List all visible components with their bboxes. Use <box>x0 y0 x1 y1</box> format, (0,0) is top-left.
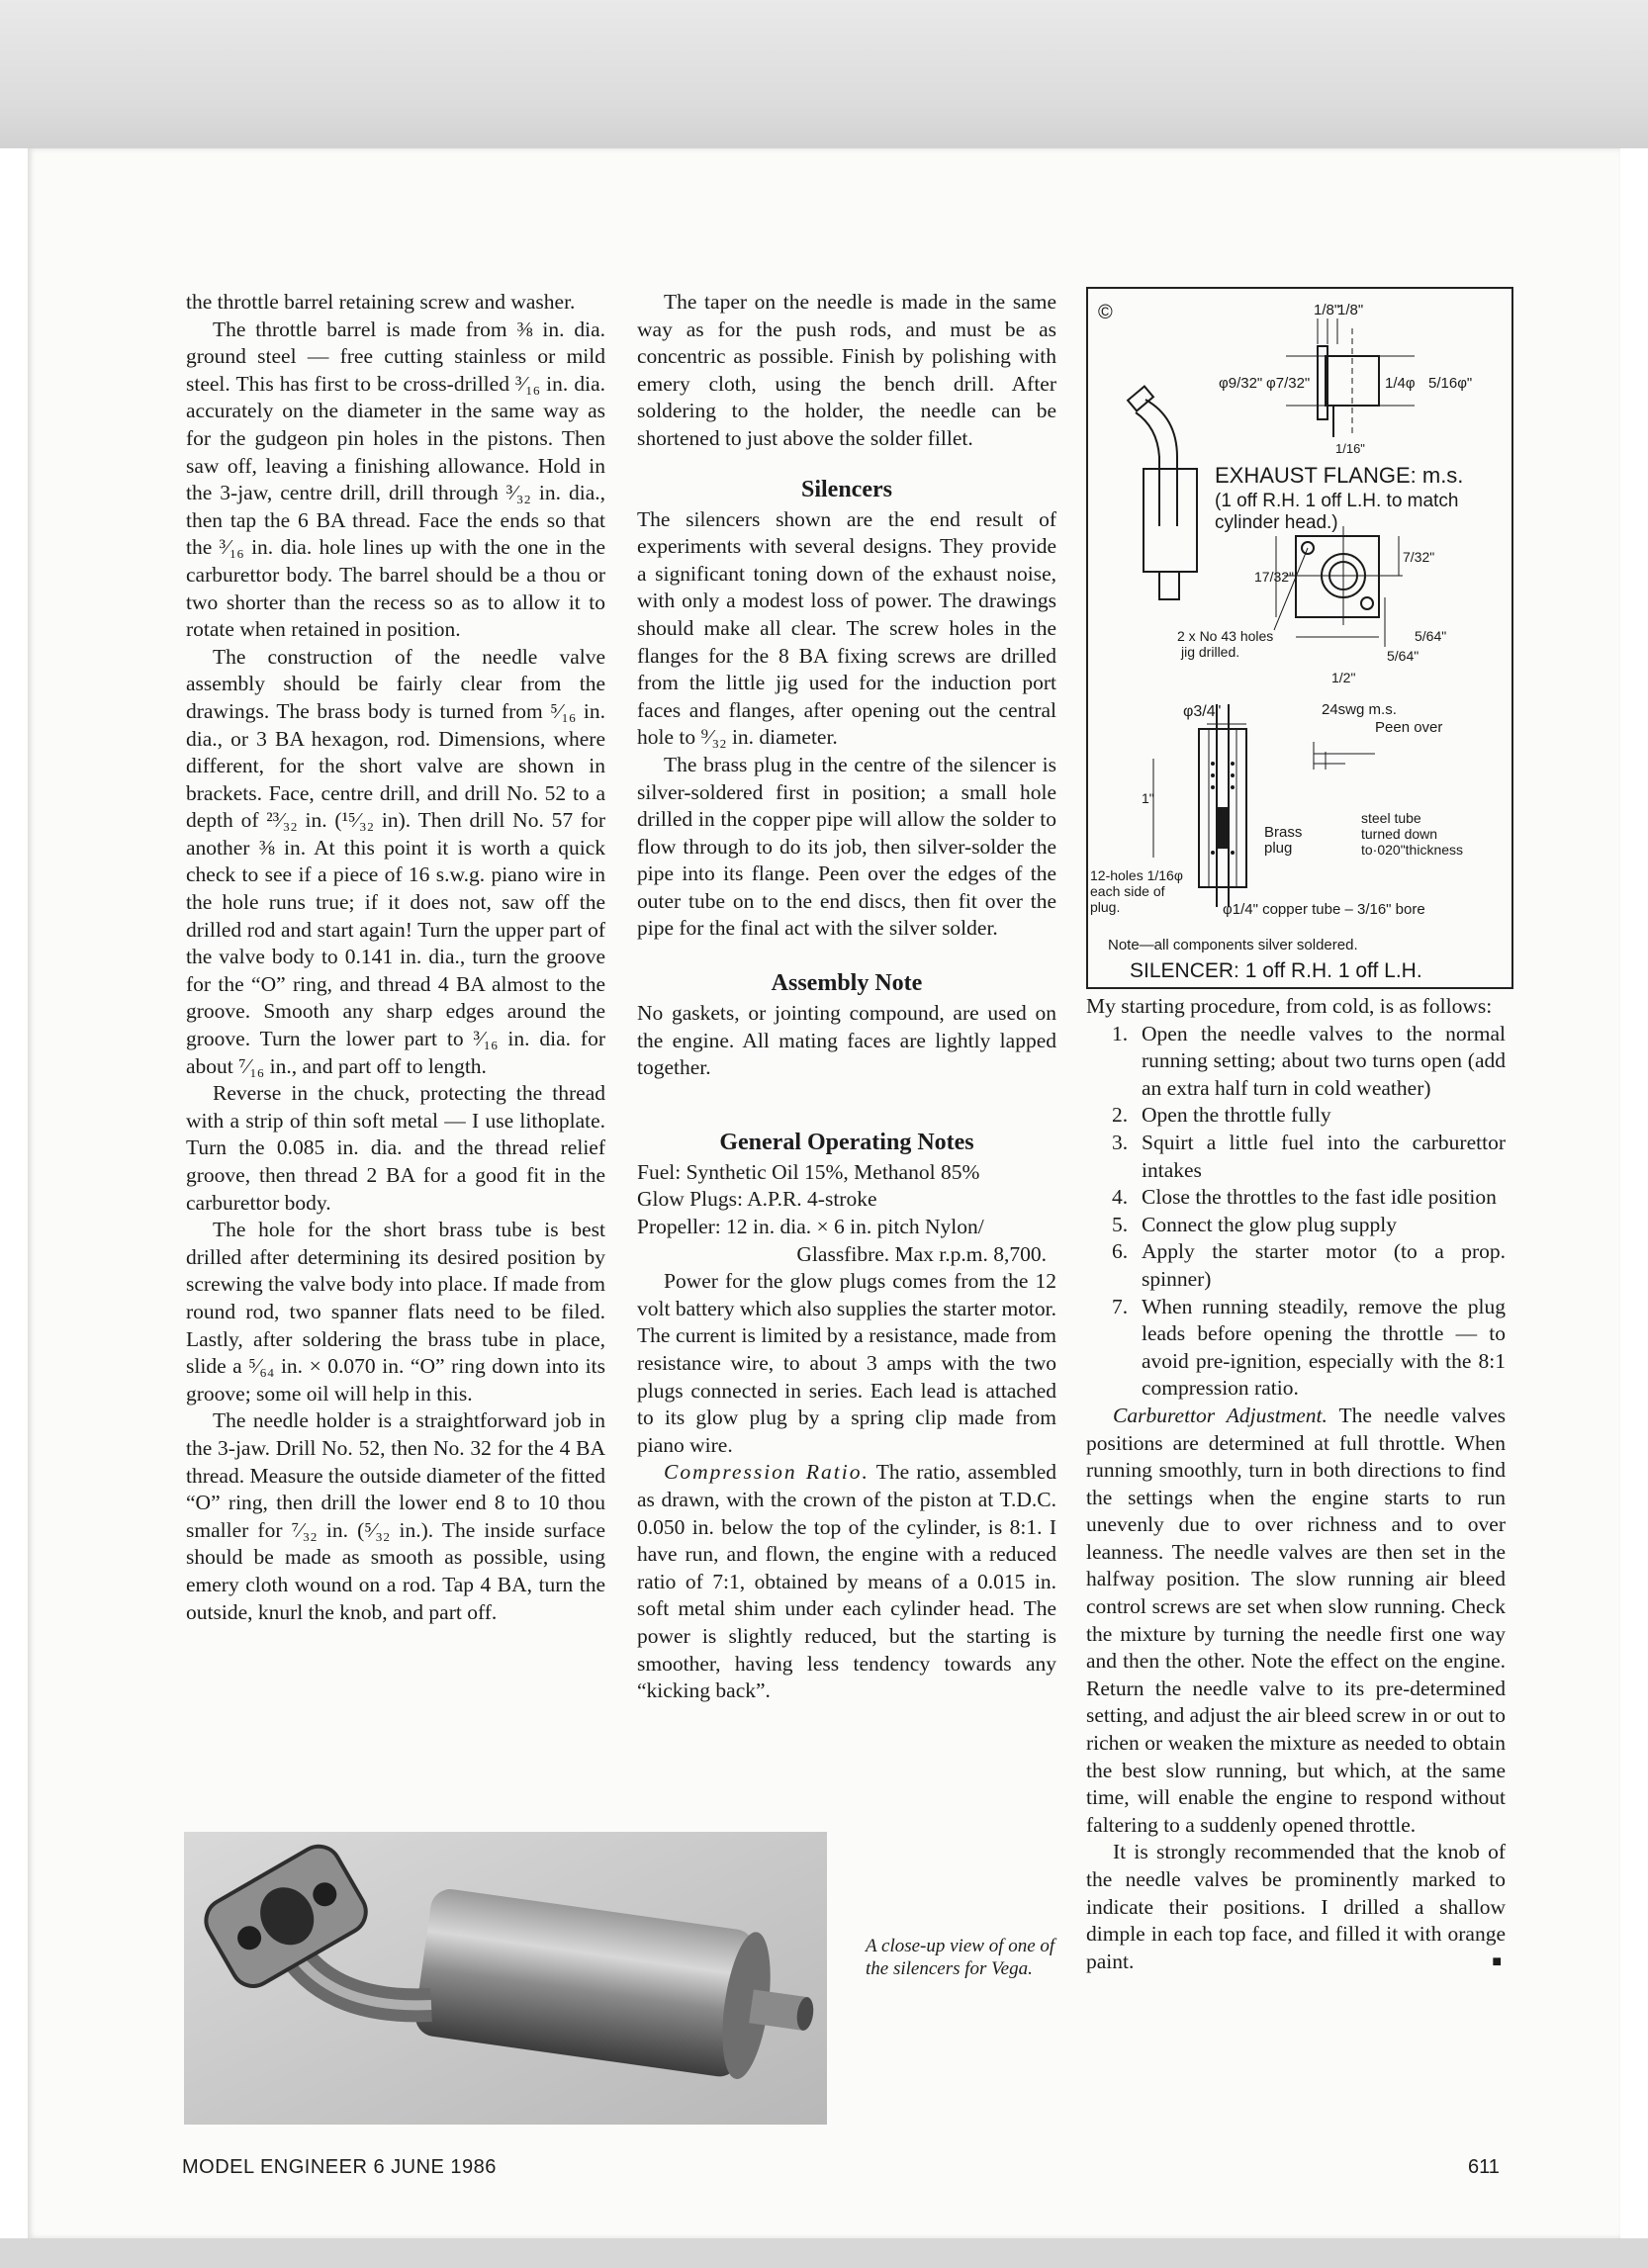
brass-plug-label: Brass <box>1264 824 1303 841</box>
brass-plug-label: plug <box>1264 840 1293 857</box>
paragraph: The hole for the short brass tube is best drilled after determining its desired position by screwing the valve body into place. If made from round rod, two spanner flats need to be filed. Lastly, after soldering the brass tube in place, slide a ⁵⁄₆₄ in. × 0.070 in. “O” ring down into its groove; some oil will help in this. <box>186 1218 605 1406</box>
silencer-drawing <box>1086 287 1513 989</box>
paragraph-text: It is strongly recommended that the knob of the needle valves be prominently marked to indicate their positions. I drilled a shallow dimple in each top face, and filled it with orange paint. <box>1086 1840 1506 1973</box>
holes-12-label: each side of <box>1090 883 1165 899</box>
copper-tube-label: φ1/4" copper tube – 3/16" bore <box>1223 901 1425 918</box>
exhaust-flange-subtitle: cylinder head.) <box>1215 512 1338 533</box>
silencer-photo <box>184 1832 827 2125</box>
dimension-label: 1" <box>1142 790 1154 806</box>
dimension-label: 1/4φ <box>1385 375 1416 392</box>
copyright-mark: © <box>1098 302 1113 323</box>
paragraph <box>1086 1839 1506 1975</box>
page-number: 611 <box>1468 2156 1500 2178</box>
dimension-label: φ3/4" <box>1183 703 1222 720</box>
dimension-label: 17/32" <box>1254 569 1295 585</box>
flange-face-view <box>1274 526 1403 647</box>
holes-label: jig drilled. <box>1181 644 1240 660</box>
steel-tube-label: turned down <box>1361 826 1438 842</box>
end-mark-icon: ■ <box>1492 1952 1502 1970</box>
paragraph: Reverse in the chuck, protecting the thread with a strip of thin soft metal — I use lithoplate. Turn the 0.085 in. dia. and the thread relief groove, then thread 2 BA for a good fit in the carburettor body. <box>186 1081 605 1215</box>
exhaust-flange-title: EXHAUST FLANGE: m.s. <box>1215 463 1464 488</box>
list-item: 2. Open the throttle fully <box>1112 1103 1331 1128</box>
list-item: 4. Close the throttles to the fast idle position <box>1112 1185 1497 1210</box>
scan-margin-bottom <box>0 2238 1648 2268</box>
holes-12-label: plug. <box>1090 899 1121 915</box>
steel-tube-label: steel tube <box>1361 810 1421 826</box>
section-heading-silencers: Silencers <box>801 476 892 502</box>
exhaust-flange-subtitle: (1 off R.H. 1 off L.H. to match <box>1215 491 1459 511</box>
paragraph-text: The ratio, assembled as drawn, with the crown of the piston at T.D.C. 0.050 in. below the top of the cylinder, is 8:1. I have run, and flown, the engine with a reduced ratio of 7:1, obtained by means of a 0.015 in. soft metal shim under each cylinder head. The power is slightly reduced, but the starting is smoother, having less tendency towards any “kicking back”. <box>637 1460 1056 1703</box>
material-label: 24swg m.s. <box>1322 701 1397 718</box>
list-item: 7. When running steadily, remove the plug leads before opening the throttle — to avoid pre-ignition, especially with the 8:1 compression ratio. <box>1112 1294 1506 1401</box>
paragraph: the throttle barrel retaining screw and washer. <box>186 290 576 314</box>
dimension-label: 5/64" <box>1387 648 1419 664</box>
paragraph: The needle holder is a straightforward job in the 3-jaw. Drill No. 52, then No. 32 for the 4 BA thread. Measure the outside diameter of the fitted “O” ring, then drill the lower end 8 to 10 thou smaller for ⁷⁄₃₂ in. (⁵⁄₃₂ in.). The inside surface should be made as smooth as possible, using emery cloth wound on a rod. Tap 4 BA, turn the outside, knurl the knob, and part off. <box>186 1408 605 1624</box>
footer-publication: MODEL ENGINEER 6 JUNE 1986 <box>182 2156 497 2178</box>
peen-label: Peen over <box>1375 719 1443 736</box>
text-column-2 <box>637 289 1056 1705</box>
run-in-heading: Compression Ratio. <box>664 1460 870 1485</box>
fuel-line: Fuel: Synthetic Oil 15%, Methanol 85% <box>637 1159 980 1184</box>
dimension-label: 5/16φ" <box>1428 375 1473 392</box>
paragraph: No gaskets, or jointing compound, are used on the engine. All mating faces are lightly lapped together. <box>637 1001 1056 1080</box>
dimension-label: 1/8" <box>1337 302 1364 318</box>
section-heading-assembly: Assembly Note <box>771 970 923 997</box>
dimension-label: φ7/32" <box>1266 375 1311 392</box>
holes-12-label: 12-holes 1/16φ <box>1090 867 1183 883</box>
dimension-label: 5/64" <box>1415 628 1447 644</box>
paragraph: The silencers shown are the end result of experiments with several designs. They provide a significant toning down of the exhaust noise, with only a modest loss of power. The drawings should make all clear. The screw holes in the flanges for the 8 BA fixing screws are drilled from the little jig used for the induction port faces and flanges, after opening out the central hole to ⁹⁄₃₂ in. diameter. <box>637 506 1056 750</box>
dimension-label: 1/2" <box>1331 670 1356 685</box>
dimension-label: 1/16" <box>1335 441 1365 456</box>
text-column-1 <box>186 289 605 1626</box>
dimension-label: φ9/32" <box>1219 375 1263 392</box>
scan-margin-top <box>0 0 1648 148</box>
silencer-section <box>1153 704 1375 907</box>
silencer-photo-illustration <box>184 1832 827 2125</box>
pipe-outline <box>1128 387 1197 599</box>
paragraph: Power for the glow plugs comes from the 12 volt battery which also supplies the starter motor. The current is limited by a resistance, made from resistance wire, to about 3 amps with the two plugs connected in series. Each lead is attached to its glow plug by a spring clip made from piano wire. <box>637 1269 1056 1457</box>
photo-caption: A close-up view of one of the silencers for Vega. <box>866 1936 1055 1979</box>
starting-procedure-list <box>1086 1021 1506 1403</box>
paragraph: The brass plug in the centre of the silencer is silver-soldered first in position; a small hole drilled in the copper pipe will allow the solder to flow through to do its job, then silver-solder the pipe into its flange. Peen over the edges of the outer tube on to the end discs, then fit over the pipe for the final act with the silver solder. <box>637 752 1056 941</box>
silencer-title: SILENCER: 1 off R.H. 1 off L.H. <box>1130 959 1422 982</box>
glow-plug-line: Glow Plugs: A.P.R. 4-stroke <box>637 1187 877 1212</box>
propeller-line: Propeller: 12 in. dia. × 6 in. pitch Nylon/ <box>637 1215 984 1239</box>
paragraph <box>637 1459 1056 1704</box>
paragraph: My starting procedure, from cold, is as follows: <box>1086 994 1493 1018</box>
list-item: 6. Apply the starter motor (to a prop. spinner) <box>1112 1239 1506 1291</box>
dimension-label: 7/32" <box>1403 549 1435 565</box>
steel-tube-label: to·020"thickness <box>1361 842 1464 858</box>
dimension-label: 1/8" <box>1314 302 1340 318</box>
technical-drawing-svg <box>1088 289 1511 987</box>
paragraph: The taper on the needle is made in the same way as for the push rods, and must be as concentric as possible. Finish by polishing with emery cloth, using the bench drill. After soldering to the holder, the needle can be shortened to just above the solder fillet. <box>637 290 1056 450</box>
run-in-heading: Carburettor Adjustment. <box>1113 1403 1328 1427</box>
paragraph: The throttle barrel is made from ⅜ in. dia. ground steel — free cutting stainless or mild steel. This has first to be cross-drilled ³⁄₁₆ in. dia. accurately on the diameter in the same way as for the gudgeon pin holes in the pistons. Then saw off, leaving a finishing allowance. Hold in the 3-jaw, centre drill, drill through ³⁄₃₂ in. dia., then tap the 6 BA thread. Face the ends so that the ³⁄₁₆ in. dia. hole lines up with the one in the carburettor body. The barrel should be a thou or two shorter than the recess so as to allow it to rotate when retained in position. <box>186 317 605 642</box>
list-item: 5. Connect the glow plug supply <box>1112 1212 1397 1236</box>
paragraph <box>1086 1403 1506 1840</box>
paragraph-text: The needle valves positions are determined at full throttle. When running smoothly, turn in both directions to find the settings when the engine starts to run unevenly due to over richness and to over leanness. The needle valves are then set in the halfway position. The slow running air bleed control screws are set when slow running. Check the mixture by turning the needle first one way and then the other. Note the effect on the engine. Return the needle valve to its pre-determined setting, and adjust the air bleed screw in or out to richen or weaken the mixture as needed to obtain the best slow running, but which, at the same time, will enable the engine to respond without faltering to a suddenly opened throttle. <box>1086 1403 1506 1837</box>
list-item: 3. Squirt a little fuel into the carburettor intakes <box>1112 1130 1506 1182</box>
text-column-3 <box>1086 993 1506 1975</box>
propeller-line-2: Glassfibre. Max r.p.m. 8,700. <box>796 1241 1047 1266</box>
list-item: 1. Open the needle valves to the normal running setting; about two turns open (add an extra half turn in cold weather) <box>1112 1021 1506 1100</box>
holes-label: 2 x No 43 holes <box>1177 628 1274 644</box>
paragraph: The construction of the needle valve assembly should be fairly clear from the drawings. The brass body is turned from ⁵⁄₁₆ in. dia., or 3 BA hexagon, rod. Dimensions, where different, for the short valve are shown in brackets. Face, centre drill, and drill No. 52 to a depth of ²³⁄₃₂ in. (¹⁵⁄₃₂ in). Then drill No. 57 for another ⅜ in. At this point it is worth a quick check to see if a piece of 16 s.w.g. piano wire in the hole runs true; if it does not, saw off the drilled rod and start again! Turn the upper part of the valve body to 0.141 in. dia., turn the groove for the “O” ring, and thread 4 BA almost to the groove. Smooth any sharp edges around the groove. Turn the lower part to ³⁄₁₆ in. dia. for about ⁷⁄₁₆ in., and part off to length. <box>186 644 605 1078</box>
section-heading-operating: General Operating Notes <box>719 1129 974 1155</box>
drawing-note: Note—all components silver soldered. <box>1108 937 1358 953</box>
